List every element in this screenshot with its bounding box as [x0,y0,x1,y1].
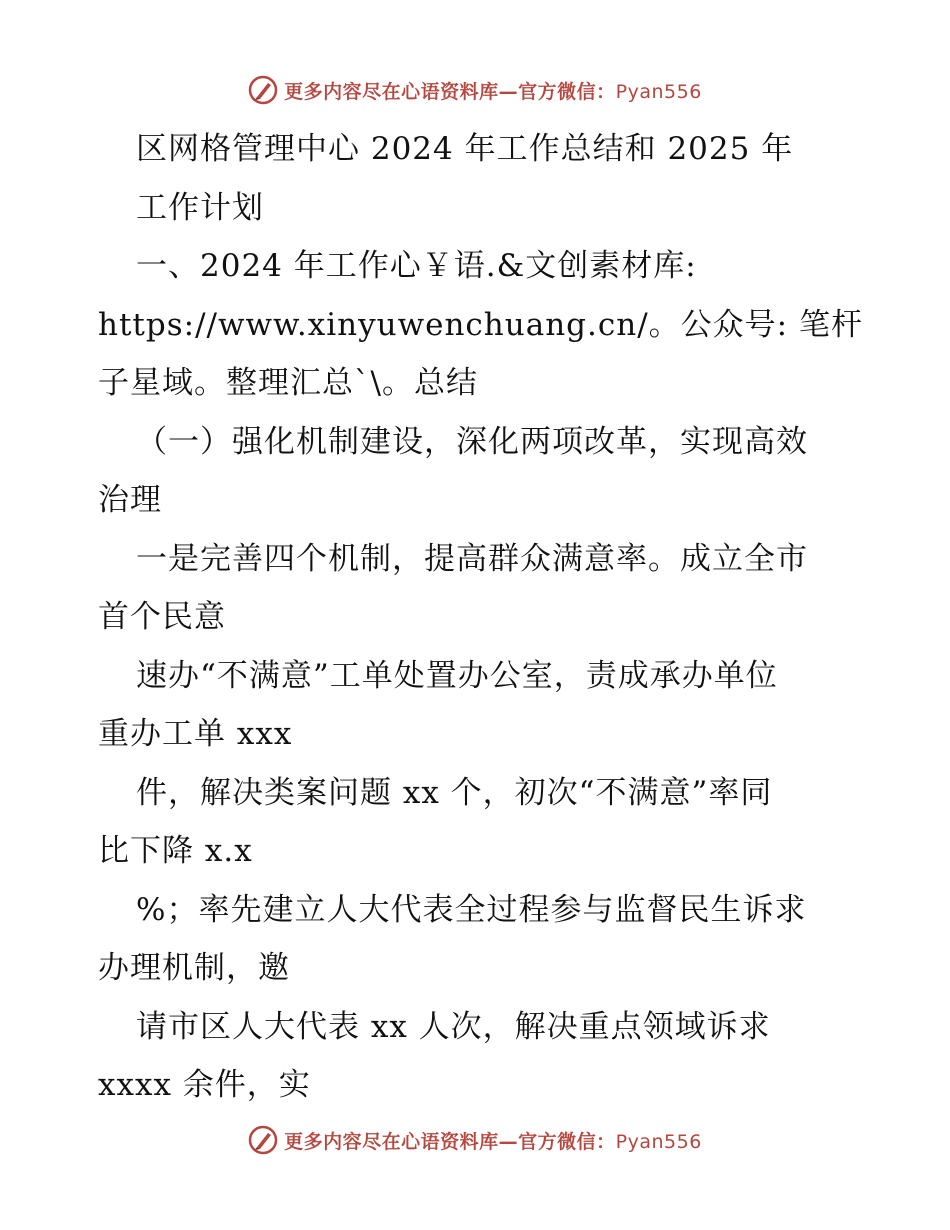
paragraph-line: 首个民意 [98,599,226,635]
paragraph-line: %；率先建立人大代表全过程参与监督民生诉求 [136,891,807,928]
paragraph-line: 件，解决类案问题 xx 个，初次“不满意”率同 [136,774,773,811]
paragraph-line: 重办工单 xxx [98,716,293,752]
document-title-line-2: 工作计划 [136,189,264,226]
document-body [98,120,863,1115]
paragraph-line: xxxx 余件，实 [98,1067,311,1103]
paragraph-line: https://www.xinyuwenchuang.cn/。公众号: 笔杆 [98,306,863,343]
paragraph-line: 办理机制，邀 [98,950,290,986]
paragraph-line: 比下降 x.x [98,833,253,869]
quill-pen-logo-icon [248,75,278,105]
footer-watermark-banner [0,1120,950,1160]
paragraph-line: 一是完善四个机制，提高群众满意率。成立全市 [136,540,808,577]
paragraph-line: 请市区人大代表 xx 人次，解决重点领域诉求 [136,1008,771,1045]
quill-pen-logo-icon [248,1125,278,1155]
paragraph-line: 速办“不满意”工单处置办公室，责成承办单位 [136,657,778,694]
header-watermark-banner [0,70,950,110]
header-banner-text: 更多内容尽在心语资料库—官方微信：Pyan556 [284,80,702,103]
document-title-line-1: 区网格管理中心 2024 年工作总结和 2025 年 [136,131,794,167]
paragraph-line: 子星域。整理汇总`\。总结 [98,365,478,401]
footer-banner-text: 更多内容尽在心语资料库—官方微信：Pyan556 [284,1130,702,1153]
section-heading-line: 治理 [98,482,162,518]
paragraph-line: 一、2024 年工作心￥语.&文创素材库: [136,248,697,284]
section-heading-line: （一）强化机制建设，深化两项改革，实现高效 [136,423,808,460]
